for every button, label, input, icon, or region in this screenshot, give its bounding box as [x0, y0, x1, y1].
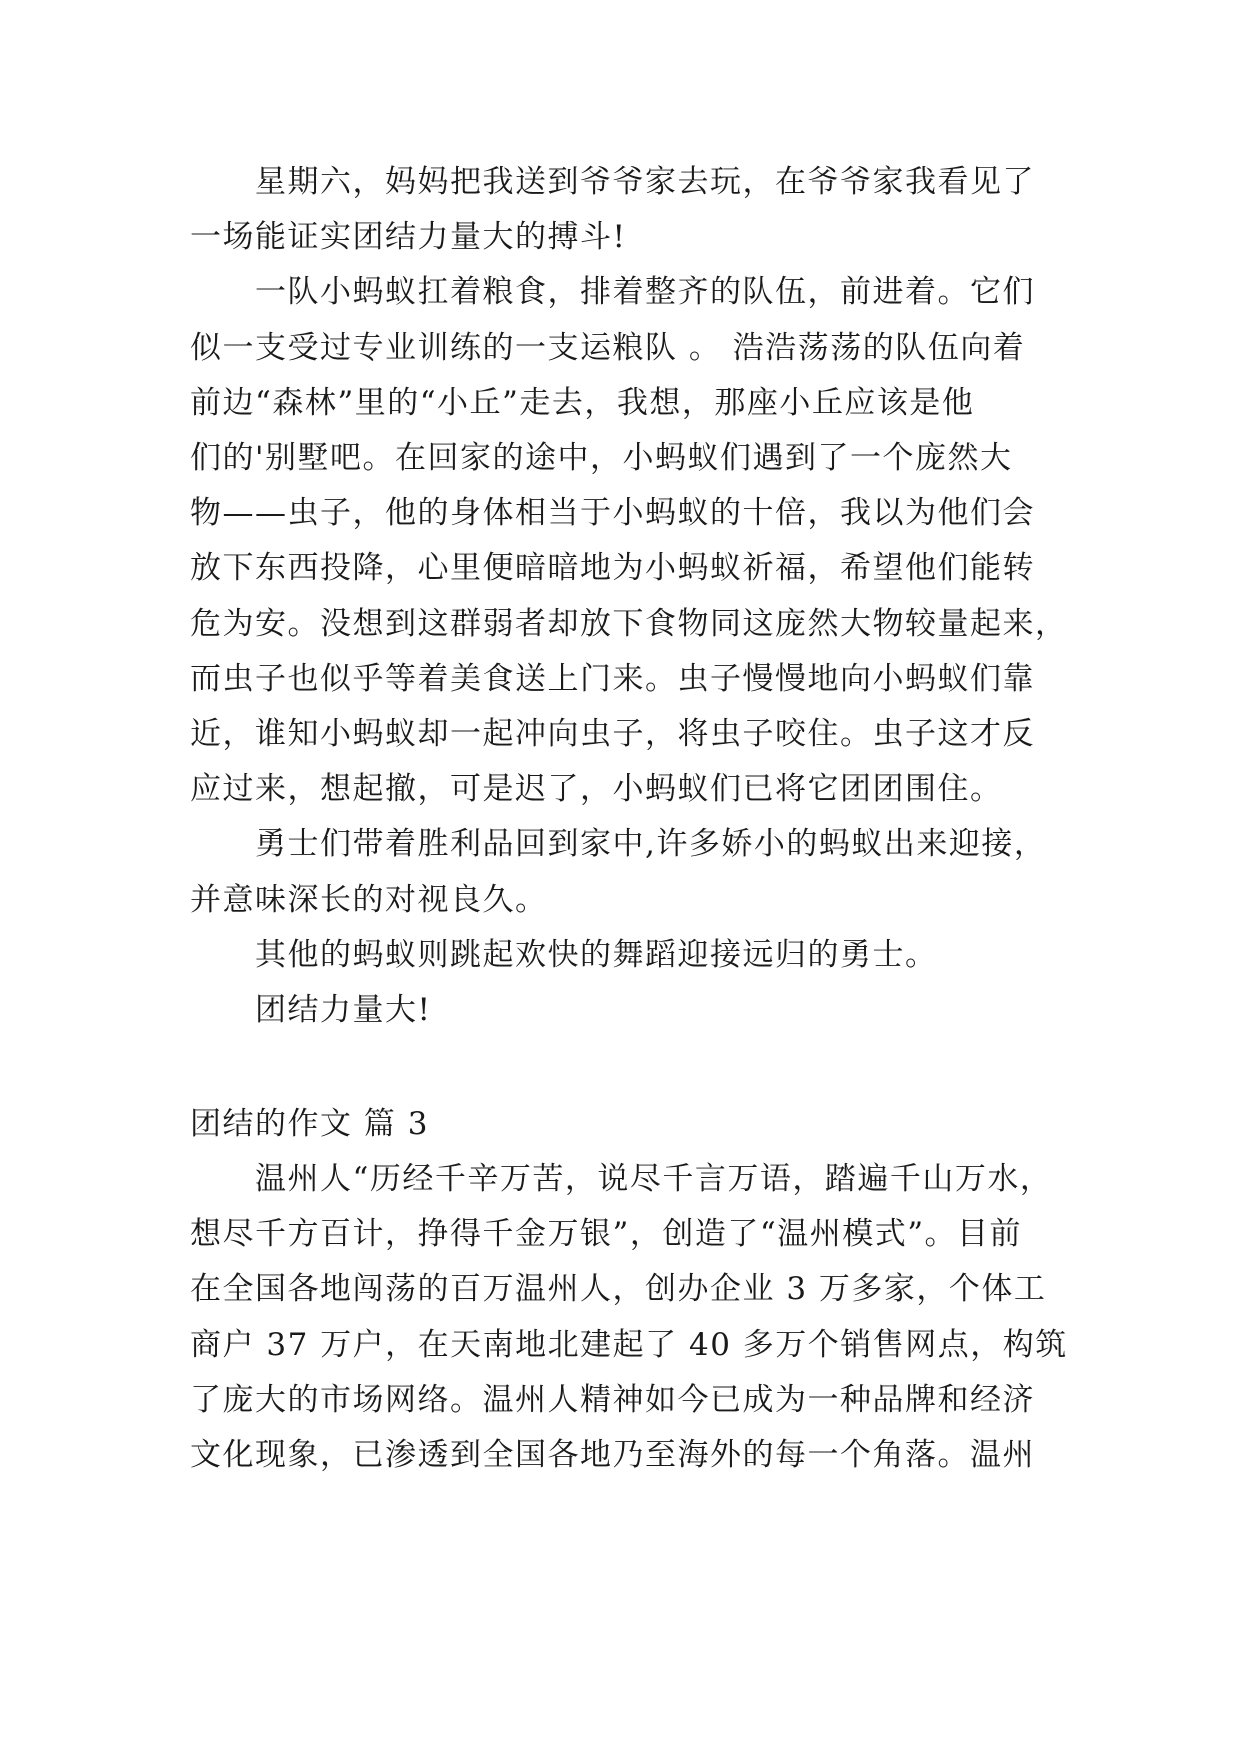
text-line: 了庞大的市场网络。温州人精神如今已成为一种品牌和经济 — [190, 1381, 1035, 1418]
essay-body-bottom — [190, 1152, 1068, 1483]
text-line: 危为安。没想到这群弱者却放下食物同这庞然大物较量起来， — [190, 605, 1068, 642]
text-line: 团结力量大! — [190, 992, 432, 1029]
text-line: 文化现象，已渗透到全国各地乃至海外的每一个角落。温州 — [190, 1437, 1035, 1474]
text-line: 星期六，妈妈把我送到爷爷家去玩，在爷爷家我看见了 — [190, 164, 1035, 200]
text-line: 其他的蚂蚁则跳起欢快的舞蹈迎接远归的勇士。 — [190, 936, 938, 973]
text-line: 在全国各地闯荡的百万温州人，创办企业 3 万多家，个体工 — [190, 1271, 1047, 1308]
text-line: 们的'别墅吧。在回家的途中，小蚂蚁们遇到了一个庞然大 — [190, 440, 1013, 477]
text-line: 想尽千方百计，挣得千金万银”，创造了“温州模式”。目前 — [190, 1216, 1023, 1253]
text-line: 似一支受过专业训练的一支运粮队 。 浩浩荡荡的队伍向着 — [190, 329, 1026, 366]
text-line: 温州人“历经千辛万苦，说尽千言万语，踏遍千山万水， — [190, 1161, 1053, 1197]
text-line: 应过来，想起撤，可是迟了，小蚂蚁们已将它团团围住。 — [190, 771, 1003, 808]
text-line: 商户 37 万户，在天南地北建起了 40 多万个销售网点，构筑 — [190, 1326, 1068, 1363]
essay-body-top — [190, 155, 1068, 1038]
text-line: 一队小蚂蚁扛着粮食，排着整齐的队伍，前进着。它们 — [190, 274, 1035, 311]
text-line: 近，谁知小蚂蚁却一起冲向虫子，将虫子咬住。虫子这才反 — [190, 716, 1035, 753]
text-line: 物——虫子，他的身体相当于小蚂蚁的十倍，我以为他们会 — [190, 495, 1035, 532]
text-line: 而虫子也似乎等着美食送上门来。虫子慢慢地向小蚂蚁们靠 — [190, 660, 1035, 697]
text-line: 前边“森林”里的“小丘”走去，我想，那座小丘应该是他 — [190, 384, 975, 421]
text-line: 一场能证实团结力量大的搏斗! — [190, 219, 627, 256]
text-line: 并意味深长的对视良久。 — [190, 881, 548, 918]
text-line: 放下东西投降，心里便暗暗地为小蚂蚁祈福，希望他们能转 — [190, 550, 1035, 587]
text-line: 勇士们带着胜利品回到家中,许多娇小的蚂蚁出来迎接， — [190, 826, 1047, 863]
section-heading: 团结的作文 篇 3 — [190, 1106, 429, 1142]
